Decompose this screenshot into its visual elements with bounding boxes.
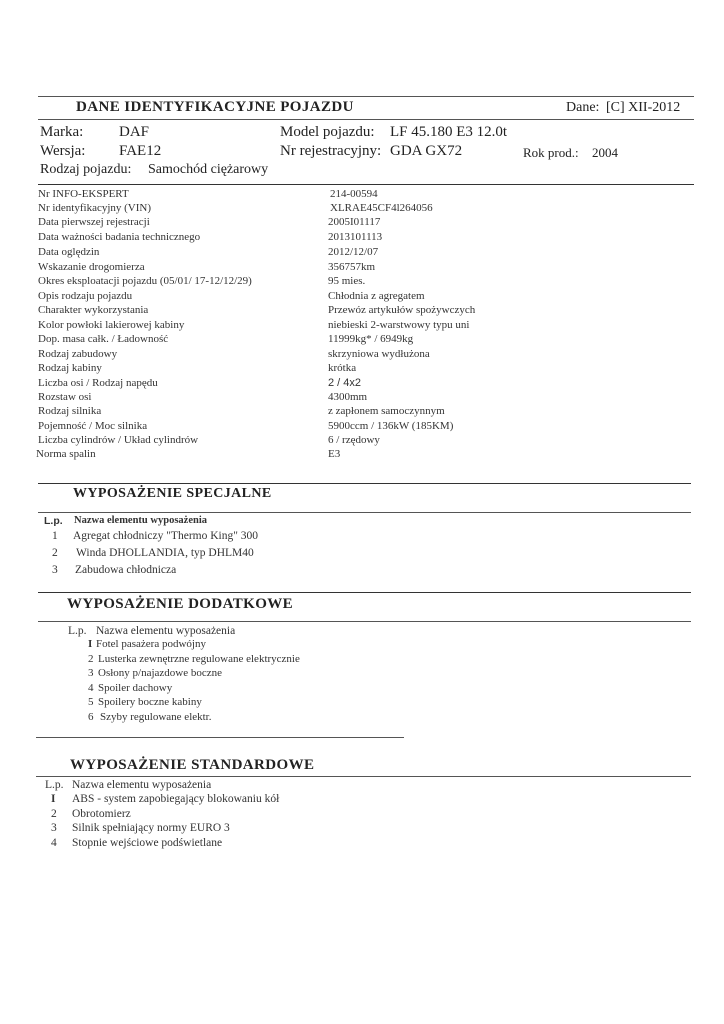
additional-item-lp: 3 (88, 667, 94, 679)
make-label: Marka: (40, 124, 84, 140)
detail-label: Rodzaj kabiny (38, 362, 102, 374)
registration-value: GDA GX72 (390, 143, 463, 159)
additional-item-lp: 4 (88, 681, 94, 694)
detail-value: 2 / 4x2 (328, 377, 362, 389)
detail-label: Norma spalin (36, 448, 96, 460)
special-header-rule (38, 512, 691, 513)
detail-label: Wskazanie drogomierza (38, 261, 145, 273)
special-head-name: Nazwa elementu wyposażenia (74, 515, 207, 526)
standard-item-lp: 4 (51, 836, 57, 849)
additional-head-name: Nazwa elementu wyposażenia (96, 625, 236, 637)
detail-value: 2012/12/07 (328, 246, 379, 258)
additional-section-title: WYPOSAŻENIE DODATKOWE (67, 596, 294, 612)
detail-label: Data oględzin (38, 246, 100, 258)
additional-bottom-rule (36, 737, 404, 738)
detail-label: Data ważności badania technicznego (38, 231, 201, 243)
detail-label: Pojemność / Moc silnika (38, 420, 148, 432)
detail-value: 95 mies. (328, 275, 366, 287)
detail-value: 5900ccm / 136kW (185KM) (328, 420, 454, 432)
additional-item-lp: 6 (88, 710, 94, 723)
additional-item-name: Fotel pasażera podwójny (96, 638, 206, 650)
special-item-name: Agregat chłodniczy "Thermo King" 300 (73, 530, 259, 542)
standard-item-name: ABS - system zapobiegający blokowaniu kół (72, 793, 280, 805)
detail-value: 4300mm (328, 391, 368, 403)
additional-header-rule (38, 621, 691, 622)
detail-label: Okres eksploatacji pojazdu (05/01/ 17-12/12/29) (38, 275, 252, 287)
detail-value: 2005I01117 (328, 216, 381, 228)
detail-value: 6 / rzędowy (328, 434, 380, 446)
detail-label: Nr identyfikacyjny (VIN) (38, 202, 152, 214)
vehicle-type-label: Rodzaj pojazdu: (40, 162, 132, 177)
detail-label: Nr INFO-EKSPERT (38, 188, 129, 200)
standard-header-rule (36, 776, 691, 777)
detail-value: E3 (328, 448, 341, 460)
additional-head-lp: L.p. (68, 625, 87, 637)
additional-item-name: Osłony p/najazdowe boczne (98, 667, 223, 679)
date-label: Dane: (566, 100, 600, 115)
standard-head-lp: L.p. (45, 779, 64, 791)
standard-item-name: Silnik spełniający normy EURO 3 (72, 822, 230, 834)
standard-item-name: Obrotomierz (72, 807, 131, 820)
vehicle-type-value: Samochód ciężarowy (148, 162, 269, 177)
detail-value: z zapłonem samoczynnym (328, 405, 445, 417)
standard-head-name: Nazwa elementu wyposażenia (72, 779, 212, 791)
detail-label: Opis rodzaju pojazdu (38, 290, 133, 302)
standard-item-name: Stopnie wejściowe podświetlane (72, 836, 223, 849)
detail-value: krótka (328, 362, 357, 374)
standard-item-lp: I (51, 793, 56, 805)
additional-item-name: Spoilery boczne kabiny (98, 696, 202, 708)
special-item-lp: 2 (52, 547, 58, 559)
make-value: DAF (119, 124, 150, 140)
special-item-lp: 1 (52, 530, 58, 542)
model-value: LF 45.180 E3 12.0t (390, 124, 508, 140)
year-value: 2004 (592, 145, 618, 160)
special-item-lp: 3 (52, 564, 58, 576)
additional-item-lp: 2 (88, 652, 94, 665)
version-value: FAE12 (119, 143, 162, 159)
detail-label: Liczba osi / Rodzaj napędu (38, 377, 158, 389)
additional-item-name: Spoiler dachowy (98, 681, 173, 694)
additional-item-name: Szyby regulowane elektr. (100, 710, 212, 723)
detail-label: Data pierwszej rejestracji (38, 216, 150, 228)
detail-value: XLRAE45CF4l264056 (330, 202, 433, 214)
version-label: Wersja: (40, 143, 86, 159)
special-head-lp: L.p. (44, 515, 63, 527)
detail-value: 2013101113 (328, 231, 383, 243)
detail-label: Charakter wykorzystania (38, 304, 149, 316)
detail-label: Liczba cylindrów / Układ cylindrów (38, 434, 199, 446)
detail-value: niebieski 2-warstwowy typu uni (328, 319, 470, 331)
page-title: DANE IDENTYFIKACYJNE POJAZDU (76, 99, 354, 115)
detail-value: Chłodnia z agregatem (328, 290, 425, 302)
detail-label: Rodzaj zabudowy (38, 348, 118, 360)
detail-label: Rodzaj silnika (38, 405, 102, 417)
model-label: Model pojazdu: (280, 124, 375, 140)
registration-label: Nr rejestracyjny: (280, 143, 382, 159)
standard-item-lp: 3 (51, 822, 57, 834)
detail-label: Kolor powłoki lakierowej kabiny (38, 319, 185, 331)
detail-value: 214-00594 (330, 188, 378, 200)
additional-item-lp: 5 (88, 696, 94, 708)
additional-top-rule (38, 592, 691, 593)
standard-item-lp: 2 (51, 807, 57, 820)
additional-item-lp: I (88, 638, 93, 650)
standard-section-title: WYPOSAŻENIE STANDARDOWE (70, 757, 315, 773)
detail-value: 356757km (328, 261, 376, 273)
special-section-title: WYPOSAŻENIE SPECJALNE (73, 486, 272, 501)
date-value: [C] XII-2012 (606, 100, 681, 115)
header-rule (38, 119, 694, 120)
detail-value: Przewóz artykułów spożywczych (328, 304, 476, 316)
detail-label: Dop. masa całk. / Ładowność (38, 333, 169, 345)
special-item-name: Winda DHOLLANDIA, typ DHLM40 (76, 547, 254, 559)
year-label: Rok prod.: (523, 145, 579, 160)
detail-value: 11999kg* / 6949kg (328, 333, 414, 345)
additional-item-name: Lusterka zewnętrzne regulowane elektrycznie (98, 652, 300, 665)
special-item-name: Zabudowa chłodnicza (75, 564, 177, 576)
details-top-rule (38, 184, 694, 185)
detail-value: skrzyniowa wydłużona (328, 348, 430, 360)
detail-label: Rozstaw osi (38, 391, 92, 403)
special-top-rule (38, 483, 691, 484)
top-rule (38, 96, 694, 97)
